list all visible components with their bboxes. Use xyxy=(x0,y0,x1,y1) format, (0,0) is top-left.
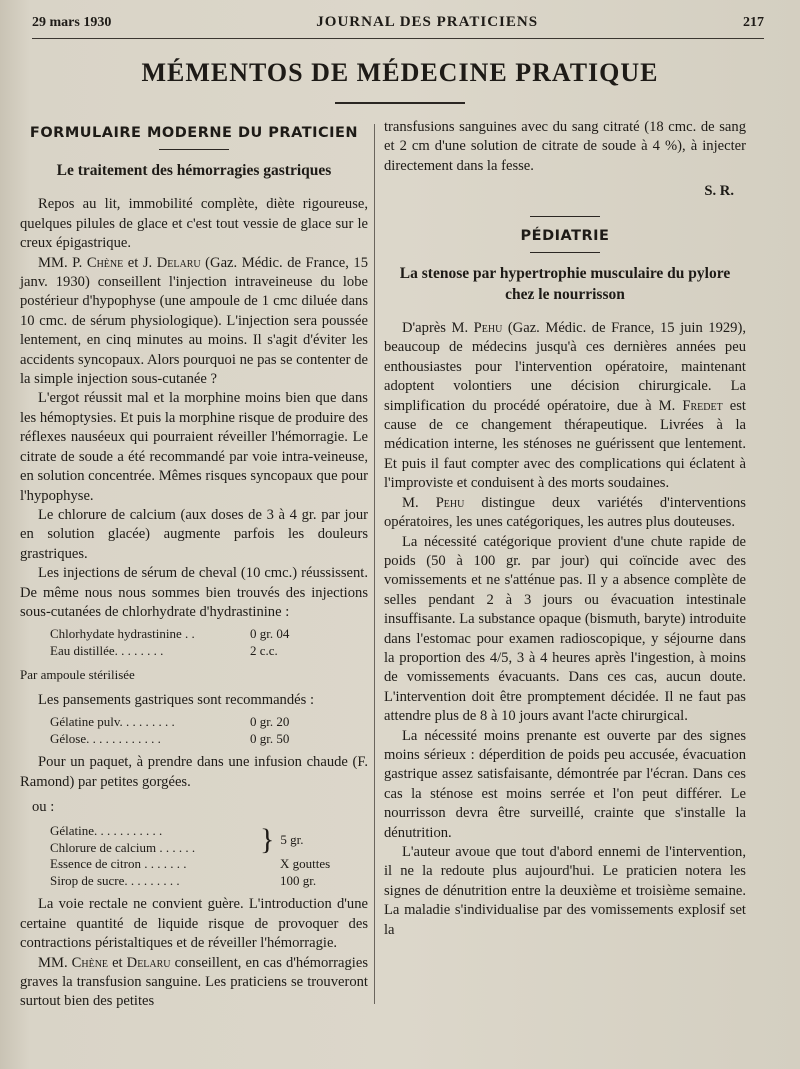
column-divider xyxy=(374,124,375,1004)
paragraph: Le chlorure de calcium (aux doses de 3 à 4 gr. par jour en solution glacée) augmente parfois les douleurs grastriques. xyxy=(20,506,368,562)
section-heading-formulaire: FORMULAIRE MODERNE DU PRATICIEN xyxy=(29,125,359,141)
paragraph: MM. P. Chène et J. Delaru (Gaz. Médic. de France, 15 janv. 1930) conseillent l'injection intraveineuse du lobe postérieur d'hypophyse (une ampoule de 1 cmc diluée dans 10 cmc. de sérum physiologique). L'injection sera poussée lentement, en cinq minutes au moins. Il s'agit d'éviter les accidents syncopaux. Alors pourquoi ne pas se contenter de la simple injection sous-cutanée ? xyxy=(20,254,368,388)
header-date: 29 mars 1930 xyxy=(32,15,112,30)
formula-row: Gélatine. . . . . . . . . . . xyxy=(50,823,163,839)
paragraph: Les injections de sérum de cheval (10 cmc.) réussissent. De même nous nous sommes bien trouvés des injections sous-cutanées de chlorhydrate d'hydrastinine : xyxy=(20,565,368,620)
section-rule xyxy=(159,149,229,150)
paragraph: Repos au lit, immobilité complète, diète rigoureuse, quelques pilules de glace et c'est tout vessie de glace sur le creux épigastrique. xyxy=(20,196,368,252)
section-heading-pediatrie: PÉDIATRIE xyxy=(520,227,610,244)
article-title-hemorragies: Le traitement des hémorragies gastriques xyxy=(56,162,332,180)
formula-row: Chlorhydate hydrastinine . . 0 gr. 04 xyxy=(50,626,290,642)
paragraph: L'auteur avoue que tout d'abord ennemi de l'intervention, il ne la redoute plus aujourd'hui. Le praticien notera les signes de dénutrition entre la deuxième et troisième semaine. La maladie s'individualise par des vomissements explosif set la xyxy=(384,844,746,938)
title-rule xyxy=(335,102,465,104)
signature: S. R. xyxy=(704,183,734,200)
article-title-stenose: La stenose par hypertrophie musculaire du pylore chez le nourrisson xyxy=(399,265,731,304)
left-column xyxy=(20,118,368,1012)
paragraph: M. Pehu distingue deux variétés d'interventions opératoires, les unes catégoriques, les autres plus douteuses. xyxy=(384,494,746,531)
paragraph: L'ergot réussit mal et la morphine moins bien que dans les hémoptysies. Et puis la morphine risque de produire des réflexes nauséeux qui pourraient réveiller l'hémorragie. Le citrate de soude a été recommandé par voie intra-veineuse, en solution concentrée. Mêmes risques syncopaux que pour l'hypophyse. xyxy=(20,390,368,504)
right-column xyxy=(384,118,746,940)
formula-row: Essence de citron . . . . . . . X gouttes xyxy=(50,856,331,872)
paragraph: La voie rectale ne convient guère. L'introduction d'une certaine quantité de liquide risque de provoquer des contractions péristaltiques et de réveiller l'hémorragie. xyxy=(20,896,368,952)
section-rule xyxy=(530,216,600,217)
page-title: MÉMENTOS DE MÉDECINE PRATIQUE xyxy=(141,58,659,87)
formula-row: Gélose. . . . . . . . . . . . 0 gr. 50 xyxy=(50,730,290,746)
paragraph-continued: transfusions sanguines avec du sang citraté (18 cmc. de sang et 2 cm d'une solution de citrate de soude à 4 %), à injecter directement dans la fesse. xyxy=(384,119,746,174)
running-header xyxy=(32,14,764,39)
formula-gelatine xyxy=(50,823,368,889)
paragraph-ou: ou : xyxy=(32,798,55,815)
formula-hydrastinine xyxy=(50,626,368,659)
formula-note: Par ampoule stérilisée xyxy=(20,667,135,683)
header-page-number: 217 xyxy=(743,15,764,30)
paragraph: MM. Chène et Delaru conseillent, en cas d'hémorragies graves la transfusion sanguine. Les praticiens se trouveront surtout bien des petites xyxy=(20,954,368,1010)
paragraph: La nécessité catégorique provient d'une chute rapide de poids (50 à 100 gr. par jour) qui coïncide avec des vomissements et ne s'atténue pas. Il y a absence complète de selles pendant 2 à 3 jours ou évacuation intestinale insuffisante. La substance opaque (bismuth, baryte) introduite dans l'estomac pour examen radioscopique, y séjourne dans la proportion des 4/5, 3 à 4 heures après l'ingestion, à moins de vomissements évacuants. Dans ces cas, aucun doute. L'intervention doit être promptement décidée. Il ne faut pas attendre plus de 8 à 10 jours avant l'acte chirurgical. xyxy=(384,533,746,725)
formula-row: Sirop de sucre. . . . . . . . . 100 gr. xyxy=(50,872,317,888)
paragraph: La nécessité moins prenante est ouverte par des signes moins sérieux : déperdition de poids peu accusée, évacuation gastrique assez satisfaisante, démontrée par l'écran. Dans ces cas la sténose est moins serrée et l'on peut différer. Le nourrisson devra être surveillé, crainte que s'installe la dénutrition. xyxy=(384,727,746,841)
paragraph: Pour un paquet, à prendre dans une infusion chaude (F. Ramond) par petites gorgées. xyxy=(20,754,368,790)
section-rule xyxy=(530,252,600,253)
paragraph: Les pansements gastriques sont recommandés : xyxy=(38,691,314,708)
formula-pansements xyxy=(50,714,368,747)
formula-row: Chlorure de calcium . . . . . . xyxy=(50,839,196,855)
paragraph: D'après M. Pehu (Gaz. Médic. de France, 15 juin 1929), beaucoup de médecins jusqu'à ces dernières années peu enthousiastes pour l'intervention opératoire, maintenant adoptent volontiers une décision chirurgicale. La simplification du procédé opératoire, due à M. Fredet est cause de ce changement thérapeutique. Livrées à la médication interne, les sténoses ne guérissent que lentement. Et puis il faut compter avec des complications qui éclatent à l'improviste et conduisent à des morts soudaines. xyxy=(384,320,746,492)
formula-braced-group: Gélatine. . . . . . . . . . . Chlorure de calcium . . . . . . } 5 gr. xyxy=(50,822,304,856)
brace-glyph: } xyxy=(260,822,275,856)
formula-row: Eau distillée. . . . . . . . 2 c.c. xyxy=(50,642,278,658)
header-journal-name: JOURNAL DES PRATICIENS xyxy=(316,14,539,30)
formula-row: Gélatine pulv. . . . . . . . . 0 gr. 20 xyxy=(50,714,290,730)
